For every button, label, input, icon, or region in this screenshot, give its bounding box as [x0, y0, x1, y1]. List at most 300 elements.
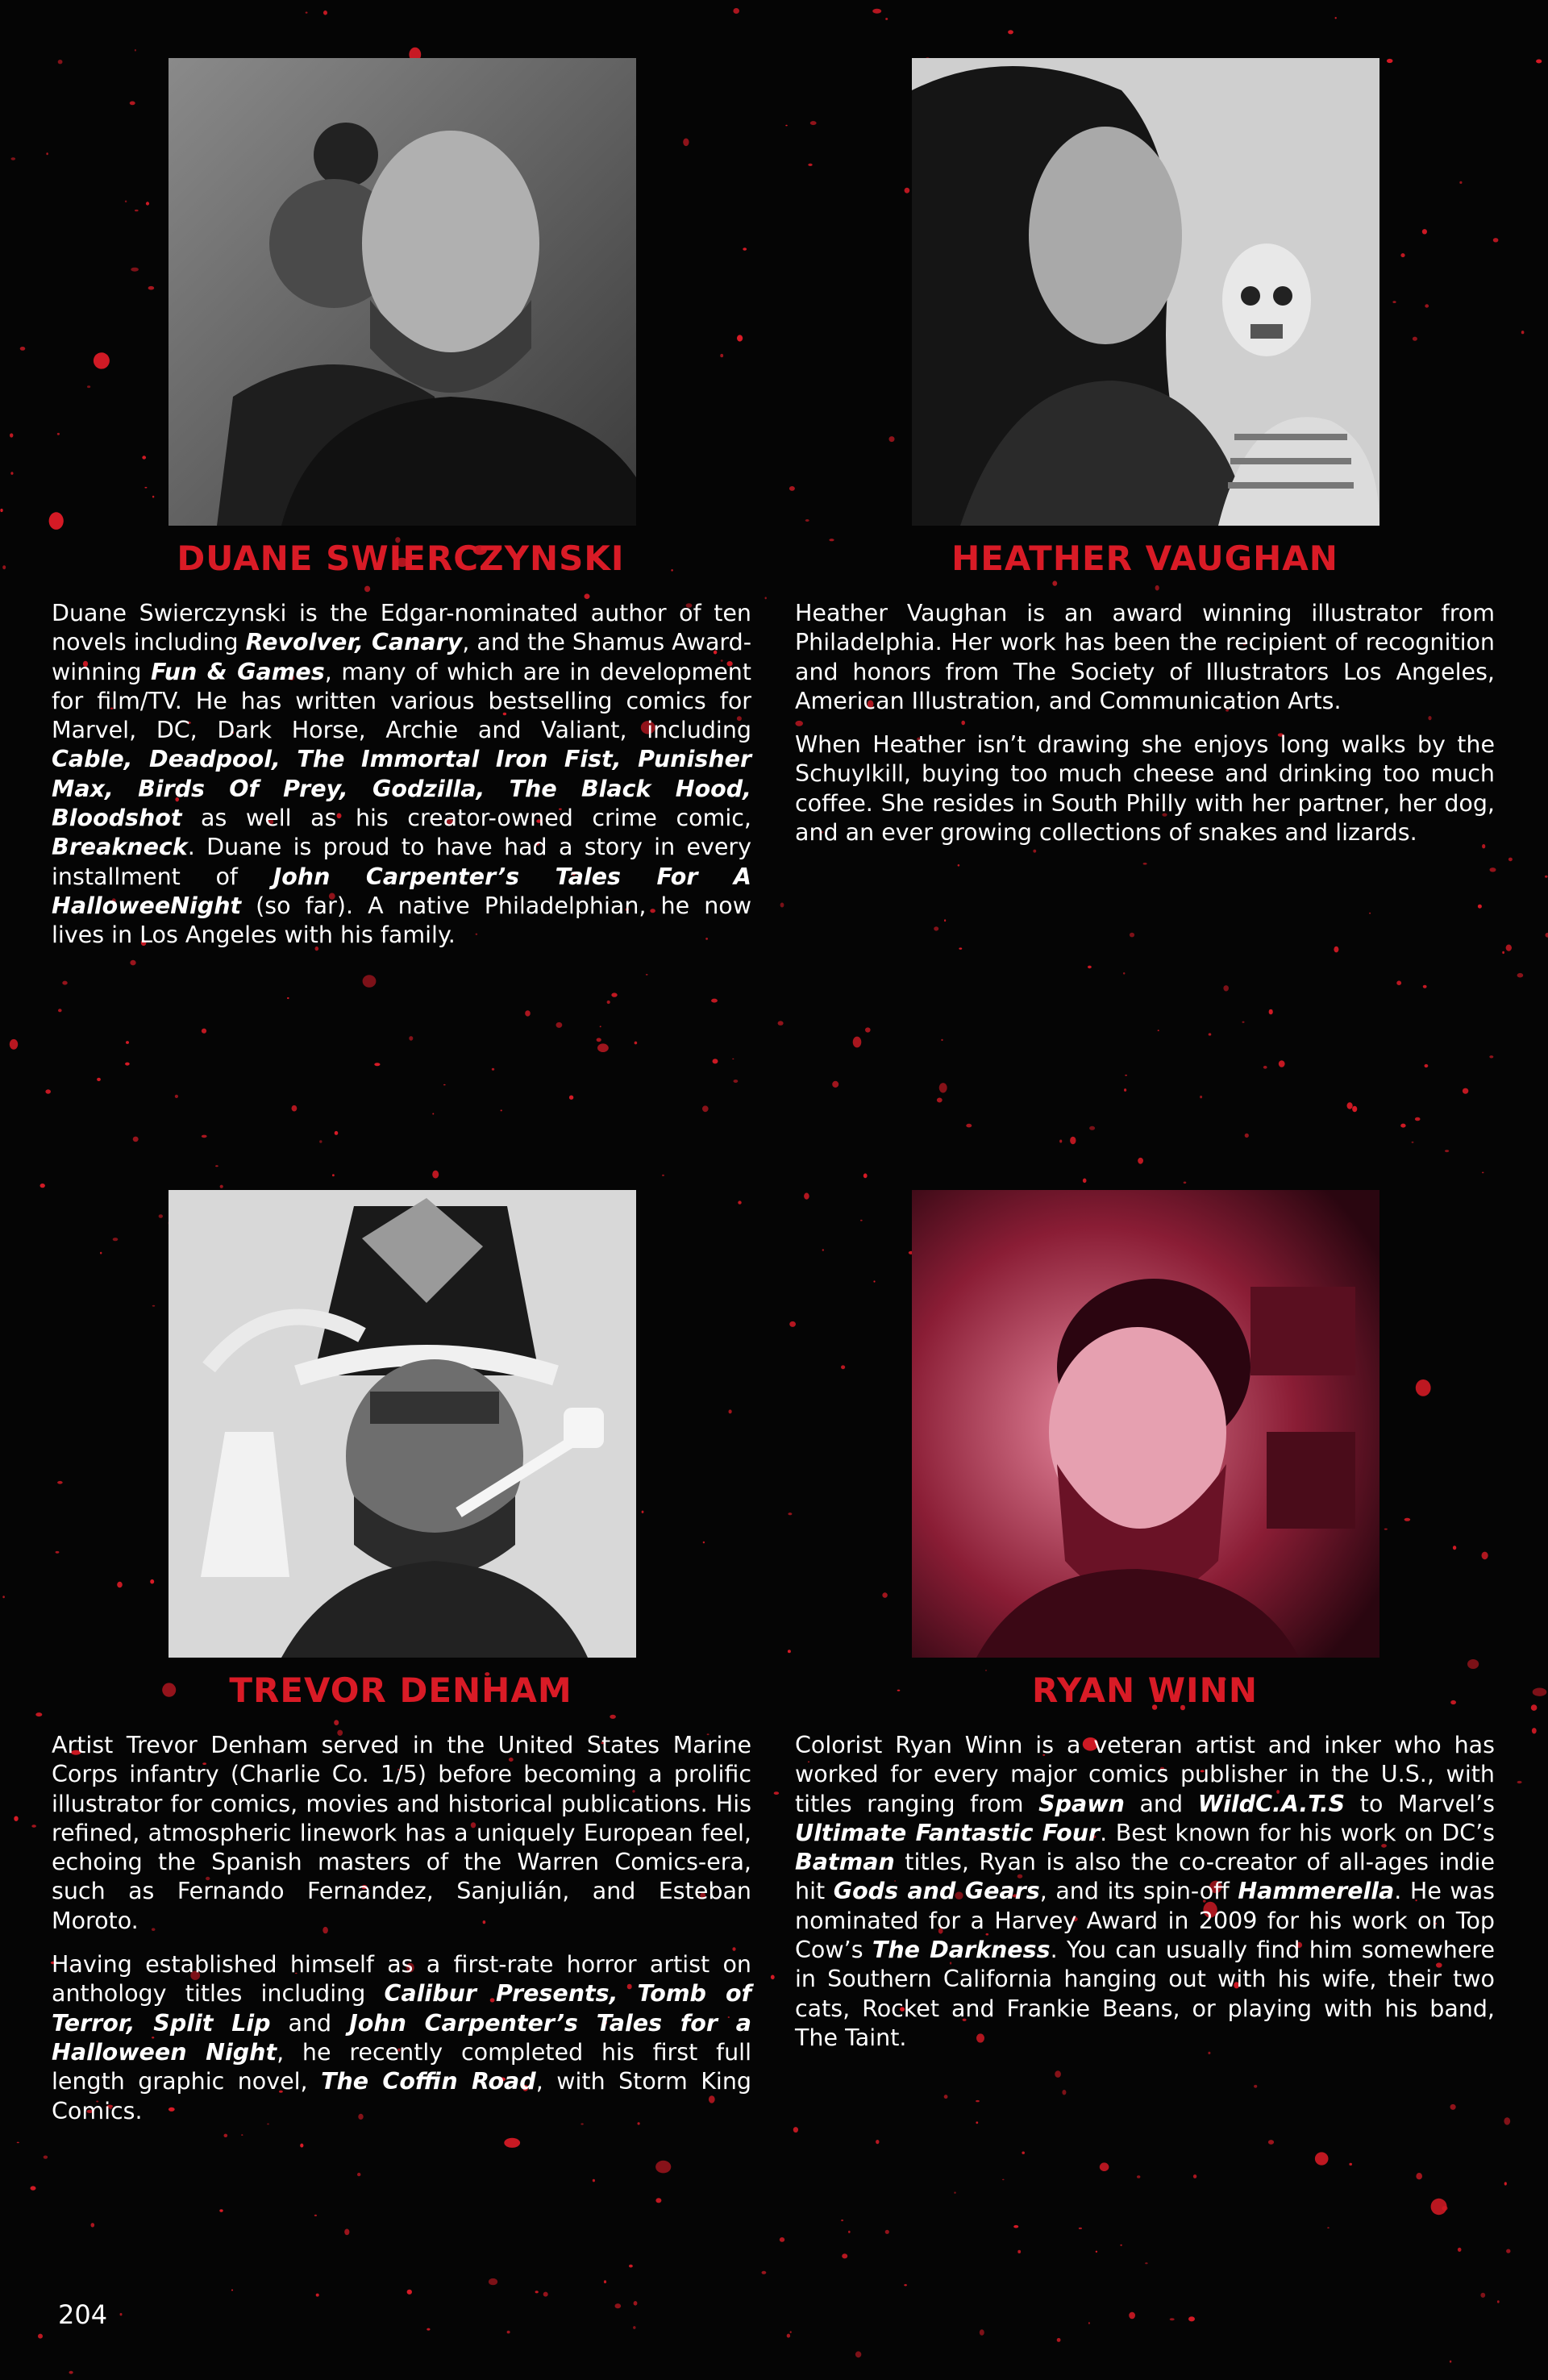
- bio-name: TREVOR DENHAM: [229, 1671, 572, 1710]
- blood-drop: [1387, 59, 1393, 63]
- blood-drop: [1279, 1060, 1285, 1067]
- blood-drop: [1536, 60, 1542, 64]
- bio-title-emphasis: WildC.A.T.S: [1197, 1790, 1346, 1817]
- blood-drop: [1088, 2322, 1090, 2324]
- blood-drop: [56, 1551, 60, 1554]
- blood-drop: [1052, 580, 1057, 585]
- blood-drop: [146, 202, 149, 205]
- blood-drop: [841, 2220, 843, 2221]
- blood-drop: [1083, 1179, 1087, 1184]
- blood-drop: [432, 1171, 439, 1179]
- bio-text-run: , with Storm King Comics.: [52, 2068, 751, 2124]
- blood-drop: [148, 286, 155, 290]
- blood-drop: [944, 2095, 948, 2099]
- blood-drop: [662, 1175, 664, 1176]
- blood-drop: [1445, 1150, 1449, 1152]
- bio-text-run: . Duane is proud to have had a story in every installment of: [52, 834, 751, 890]
- blood-drop: [57, 433, 60, 435]
- blood-drop: [332, 1174, 335, 1176]
- blood-drop: [432, 1113, 434, 1115]
- blood-drop: [44, 2156, 48, 2159]
- blood-drop: [100, 1252, 102, 1254]
- bio-text: [795, 599, 1495, 862]
- blood-drop: [357, 2173, 360, 2176]
- blood-drop: [316, 2294, 319, 2297]
- blood-drop: [805, 519, 809, 522]
- blood-drop: [1193, 2174, 1196, 2178]
- blood-drop: [363, 975, 377, 987]
- blood-drop: [1315, 2152, 1329, 2165]
- blood-drop: [774, 1791, 779, 1795]
- blood-drop: [762, 2271, 767, 2274]
- blood-drop: [58, 1009, 62, 1012]
- blood-drop: [1089, 1126, 1095, 1130]
- bio-text: [52, 1731, 751, 2141]
- blood-drop: [10, 157, 15, 160]
- blood-drop: [94, 352, 110, 368]
- blood-drop: [611, 992, 617, 997]
- blood-drop: [778, 1021, 784, 1026]
- blood-drop: [1062, 2090, 1066, 2095]
- blood-drop: [1504, 2182, 1507, 2185]
- blood-drop: [1482, 1552, 1488, 1560]
- blood-drop: [1008, 30, 1013, 34]
- blood-drop: [1531, 1704, 1538, 1711]
- bio-title-emphasis: Revolver, Canary: [245, 629, 463, 656]
- blood-drop: [58, 60, 63, 64]
- blood-drop: [597, 1038, 601, 1042]
- blood-drop: [152, 496, 154, 498]
- blood-drop: [1079, 2228, 1082, 2229]
- blood-drop: [69, 2371, 73, 2374]
- blood-drop: [1384, 1529, 1388, 1530]
- blood-drop: [1242, 1021, 1245, 1023]
- blood-drop: [1517, 1781, 1522, 1783]
- blood-drop: [150, 1579, 154, 1584]
- blood-drop: [615, 2303, 622, 2308]
- blood-drop: [904, 2284, 907, 2286]
- blood-drop: [45, 1089, 51, 1093]
- blood-drop: [1223, 985, 1229, 991]
- blood-drop: [1467, 1659, 1479, 1669]
- blood-drop: [1497, 2300, 1500, 2303]
- blood-drop: [1490, 868, 1496, 872]
- blood-drop: [319, 1140, 322, 1142]
- blood-drop: [790, 2331, 792, 2333]
- blood-drop: [1415, 1117, 1421, 1121]
- blood-drop: [556, 1022, 563, 1028]
- blood-drop: [1404, 1518, 1411, 1521]
- blood-drop: [808, 164, 812, 166]
- portrait-image: [169, 58, 636, 526]
- blood-drop: [780, 2237, 784, 2242]
- blood-drop: [14, 1816, 18, 1821]
- blood-drop: [1002, 2179, 1005, 2181]
- blood-drop: [585, 593, 590, 599]
- blood-drop: [220, 1185, 223, 1188]
- blood-drop: [703, 1542, 705, 1544]
- blood-drop: [1400, 253, 1404, 257]
- blood-drop: [1100, 2162, 1109, 2171]
- blood-drop: [1521, 331, 1525, 334]
- blood-drop: [1209, 1033, 1212, 1035]
- blood-drop: [31, 1825, 36, 1828]
- blood-drop: [1532, 1728, 1537, 1733]
- blood-drop: [1533, 1688, 1547, 1696]
- blood-drop: [1423, 985, 1427, 988]
- blood-drop: [144, 487, 147, 489]
- photo-duane-swierczynski: [169, 58, 636, 526]
- blood-drop: [976, 2121, 978, 2124]
- bio-text-run: . He was nominated for a Harvey Award in 2009 for his work on Top Cow’s: [795, 1878, 1496, 1964]
- bio-title-emphasis: The Coffin Road: [321, 2068, 536, 2095]
- blood-drop: [873, 1280, 875, 1282]
- photo-trevor-denham: [169, 1190, 636, 1658]
- bio-paragraph: [52, 1731, 751, 1936]
- blood-drop: [1263, 1066, 1267, 1069]
- blood-drop: [1088, 966, 1092, 969]
- blood-drop: [600, 1026, 601, 1027]
- blood-drop: [97, 1078, 101, 1081]
- bio-paragraph: [795, 730, 1495, 847]
- blood-drop: [720, 354, 723, 357]
- bio-title-emphasis: Gods and Gears: [833, 1878, 1040, 1905]
- blood-drop: [17, 2142, 19, 2144]
- blood-drop: [934, 926, 938, 930]
- blood-drop: [57, 1481, 63, 1484]
- bio-text-run: and: [1124, 1790, 1198, 1817]
- blood-drop: [364, 586, 370, 593]
- bio-title-emphasis: Fun & Games: [151, 658, 325, 685]
- blood-drop: [344, 2229, 349, 2236]
- blood-drop: [889, 436, 895, 442]
- blood-drop: [683, 139, 689, 147]
- blood-drop: [876, 2140, 879, 2144]
- blood-drop: [729, 1409, 732, 1413]
- blood-drop: [335, 1131, 339, 1135]
- blood-drop: [49, 512, 64, 530]
- blood-drop: [1502, 951, 1504, 954]
- bio-text-run: as well as his creator-owned crime comic,: [181, 805, 751, 832]
- blood-drop: [1480, 2293, 1485, 2298]
- blood-drop: [1245, 1134, 1249, 1138]
- blood-drop: [10, 1039, 18, 1050]
- blood-drop: [810, 121, 817, 125]
- bio-text-run: . You can usually find him somewhere in Southern California hanging out with his wife, their two cats, Rocket and Frankie Beans, or playing with his band, The Taint.: [795, 1937, 1495, 2051]
- blood-drop: [62, 981, 67, 985]
- blood-drop: [855, 2351, 861, 2357]
- blood-drop: [1412, 1142, 1414, 1143]
- bio-name: DUANE SWIERCZYNSKI: [177, 539, 625, 578]
- blood-drop: [655, 2161, 671, 2174]
- blood-drop: [1335, 17, 1337, 19]
- bio-title-emphasis: Ultimate Fantastic Four: [795, 1819, 1101, 1846]
- bio-text-run: Heather Vaughan is an award winning illustrator from Philadelphia. Her work has been the recipient of recognition and honors from The Society of Illustrators Los Angeles, American Illustration, and Communication Arts.: [795, 600, 1495, 714]
- blood-drop: [130, 102, 135, 106]
- page-number: 204: [58, 2299, 108, 2330]
- blood-drop: [635, 1042, 638, 1045]
- blood-drop: [120, 2313, 123, 2316]
- blood-drop: [543, 2292, 548, 2297]
- blood-drop: [40, 1184, 45, 1188]
- blood-drop: [780, 903, 784, 908]
- blood-drop: [87, 385, 90, 388]
- blood-drop: [1508, 858, 1513, 862]
- blood-drop: [804, 1193, 809, 1200]
- blood-drop: [1517, 973, 1524, 978]
- photo-ryan-winn: [912, 1190, 1379, 1658]
- blood-drop: [1170, 2318, 1175, 2320]
- blood-drop: [711, 999, 718, 1003]
- blood-drop: [1070, 1137, 1076, 1144]
- blood-drop: [655, 2198, 661, 2203]
- blood-drop: [535, 2291, 539, 2293]
- blood-drop: [131, 268, 139, 272]
- blood-drop: [1463, 1088, 1468, 1094]
- blood-drop: [1155, 585, 1159, 591]
- blood-drop: [1254, 2085, 1257, 2088]
- bio-text-run: , many of which are in development for film/TV. He has written various bestselling comics for Marvel, DC, Dark Horse, Archie and Valiant, including: [52, 658, 751, 744]
- blood-drop: [885, 18, 888, 20]
- blood-drop: [91, 2223, 95, 2227]
- blood-drop: [215, 1165, 218, 1167]
- blood-drop: [1458, 2248, 1462, 2252]
- blood-drop: [865, 1027, 871, 1032]
- blood-drop: [1125, 1075, 1127, 1076]
- blood-drop: [980, 2329, 984, 2336]
- blood-drop: [1416, 2173, 1422, 2179]
- blood-drop: [1504, 2117, 1510, 2124]
- blood-drop: [642, 1511, 644, 1513]
- blood-drop: [842, 2253, 847, 2258]
- blood-drop: [734, 1080, 739, 1083]
- blood-drop: [407, 2290, 412, 2295]
- blood-drop: [793, 2127, 798, 2132]
- portrait-image: [169, 1190, 636, 1658]
- blood-drop: [885, 2230, 889, 2234]
- bio-title-emphasis: John Carpenter’s Tales For A HalloweeNight: [52, 863, 751, 919]
- blood-drop: [944, 919, 946, 922]
- blood-drop: [1137, 2175, 1140, 2178]
- blood-drop: [1422, 229, 1427, 234]
- bio-title-emphasis: Cable, Deadpool, The Immortal Iron Fist, Punisher Max, Birds Of Prey, Godzilla, The Black Hood, Bloodshot: [52, 746, 751, 832]
- blood-drop: [1130, 933, 1134, 938]
- portrait-image: [912, 58, 1379, 526]
- blood-drop: [142, 456, 146, 459]
- blood-drop: [1143, 863, 1147, 865]
- blood-drop: [1268, 2140, 1274, 2145]
- bio-title-emphasis: Breakneck: [52, 834, 188, 861]
- blood-drop: [300, 2144, 303, 2148]
- blood-drop: [152, 1305, 155, 1307]
- blood-drop: [941, 1039, 943, 1041]
- blood-drop: [525, 1010, 531, 1016]
- blood-drop: [1489, 1055, 1493, 1058]
- blood-drop: [863, 1173, 868, 1178]
- blood-drop: [489, 2278, 497, 2285]
- blood-drop: [202, 1029, 206, 1034]
- blood-drop: [1059, 1140, 1062, 1143]
- blood-drop: [1453, 1546, 1456, 1550]
- blood-drop: [1347, 1102, 1353, 1109]
- blood-drop: [1392, 301, 1396, 303]
- bio-paragraph: [52, 599, 751, 951]
- blood-drop: [1478, 905, 1482, 909]
- portrait-image: [912, 1190, 1379, 1658]
- blood-drop: [872, 9, 881, 14]
- blood-drop: [35, 1712, 42, 1716]
- blood-drop: [1450, 2104, 1456, 2110]
- blood-drop: [822, 1249, 824, 1250]
- blood-drop: [788, 1512, 792, 1515]
- blood-drop: [1334, 947, 1338, 953]
- blood-drop: [1493, 238, 1499, 242]
- blood-drop: [1269, 1009, 1273, 1015]
- blood-drop: [0, 509, 2, 512]
- bio-text-run: Having established himself as a first-rate horror artist on anthology titles including: [52, 1951, 751, 2008]
- blood-drop: [771, 1975, 775, 1980]
- blood-drop: [501, 1109, 502, 1111]
- bio-title-emphasis: Batman: [795, 1849, 895, 1876]
- bio-title-emphasis: The Darkness: [872, 1937, 1051, 1964]
- blood-drop: [905, 188, 910, 193]
- blood-drop: [738, 1200, 741, 1204]
- bio-text-run: , and its spin-off: [1039, 1878, 1238, 1905]
- blood-drop: [1459, 181, 1462, 184]
- bio-text-run: , and the Shamus Award-winning: [52, 629, 751, 685]
- blood-drop: [785, 125, 787, 127]
- blood-drop: [1413, 337, 1417, 341]
- bio-name: RYAN WINN: [1032, 1671, 1258, 1710]
- bio-text-run: . Best known for his work on DC’s: [1100, 1819, 1495, 1846]
- blood-drop: [306, 12, 308, 14]
- blood-drop: [959, 947, 962, 949]
- blood-drop: [1129, 2312, 1135, 2320]
- blood-drop: [2, 565, 6, 569]
- blood-drop: [1096, 2251, 1097, 2253]
- blood-drop: [787, 2334, 790, 2338]
- blood-drop: [1506, 2249, 1510, 2253]
- blood-drop: [202, 1135, 207, 1138]
- bio-title-emphasis: John Carpenter’s Tales for a Halloween Night: [52, 2009, 751, 2066]
- blood-drop: [292, 1105, 298, 1112]
- blood-drop: [1123, 972, 1125, 975]
- bio-text-run: , he recently completed his first full length graphic novel,: [52, 2038, 752, 2095]
- blood-drop: [323, 10, 327, 15]
- blood-drop: [125, 1063, 130, 1066]
- blood-drop: [860, 1220, 863, 1221]
- blood-drop: [1396, 980, 1401, 985]
- blood-drop: [569, 1096, 573, 1100]
- bio-text-run: (so far). A native Philadelphian, he now lives in Los Angeles with his family.: [52, 892, 751, 949]
- blood-drop: [1022, 2152, 1025, 2154]
- blood-drop: [31, 2186, 36, 2190]
- blood-drop: [607, 1001, 610, 1004]
- blood-drop: [1349, 2163, 1352, 2166]
- blood-drop: [10, 472, 13, 475]
- blood-drop: [848, 2231, 851, 2233]
- blood-drop: [1017, 2250, 1021, 2253]
- blood-drop: [1545, 876, 1548, 878]
- blood-drop: [1425, 1064, 1429, 1067]
- blood-drop: [2, 1596, 5, 1598]
- blood-drop: [958, 864, 960, 867]
- blood-drop: [175, 1095, 178, 1098]
- bio-text: [52, 599, 751, 965]
- blood-drop: [1158, 1030, 1159, 1031]
- blood-drop: [937, 1098, 943, 1103]
- bio-title-emphasis: Spawn: [1038, 1790, 1125, 1817]
- blood-drop: [789, 486, 795, 491]
- blood-drop: [427, 2328, 430, 2331]
- blood-drop: [507, 2331, 510, 2334]
- blood-drop: [976, 2100, 980, 2102]
- bio-text-run: Duane Swierczynski is the Edgar-nominated author of ten novels including: [52, 600, 751, 656]
- blood-drop: [135, 210, 139, 211]
- blood-drop: [314, 2215, 317, 2216]
- bio-title-emphasis: Calibur Presents, Tomb of Terror, Split Lip: [52, 1980, 751, 2037]
- blood-drop: [443, 1084, 446, 1086]
- blood-drop: [841, 1365, 845, 1369]
- blood-drop: [10, 433, 13, 437]
- blood-drop: [1013, 2225, 1018, 2228]
- blood-drop: [1450, 2361, 1451, 2363]
- bio-text-run: to Marvel’s: [1345, 1790, 1495, 1817]
- blood-drop: [133, 1137, 139, 1142]
- blood-drop: [789, 1321, 796, 1327]
- blood-drop: [492, 1068, 494, 1071]
- bio-title-emphasis: Hammerella: [1238, 1878, 1395, 1905]
- blood-drop: [231, 2290, 233, 2291]
- blood-drop: [853, 1037, 862, 1048]
- blood-drop: [1546, 933, 1548, 938]
- photo-heather-vaughan: [912, 58, 1379, 526]
- blood-drop: [1400, 1124, 1405, 1128]
- bio-paragraph: [795, 1731, 1495, 2053]
- bio-name: HEATHER VAUGHAN: [951, 539, 1338, 578]
- blood-drop: [939, 1083, 947, 1092]
- blood-drop: [832, 1081, 838, 1088]
- bio-text-run: titles, Ryan is also the co-creator of all-ages indie hit: [795, 1849, 1495, 1905]
- blood-drop: [788, 1650, 791, 1653]
- bio-paragraph: [795, 599, 1495, 716]
- blood-drop: [1482, 1172, 1484, 1174]
- blood-drop: [954, 2192, 955, 2194]
- blood-drop: [126, 1041, 129, 1044]
- blood-drop: [1431, 2199, 1447, 2215]
- blood-drop: [374, 1063, 380, 1066]
- blood-drop: [604, 2280, 606, 2283]
- blood-drop: [409, 1036, 413, 1041]
- bio-paragraph: [52, 1950, 751, 2126]
- blood-drop: [125, 201, 127, 203]
- blood-drop: [113, 1238, 119, 1241]
- blood-drop: [1138, 1158, 1143, 1164]
- bio-text-run: and: [270, 2009, 350, 2037]
- blood-drop: [46, 152, 48, 155]
- blood-drop: [38, 2334, 43, 2339]
- blood-drop: [593, 2179, 595, 2182]
- blood-drop: [219, 2209, 223, 2211]
- blood-drop: [1124, 1088, 1126, 1092]
- blood-drop: [737, 335, 743, 341]
- blood-drop: [1057, 2338, 1061, 2342]
- blood-drop: [713, 1059, 718, 1063]
- blood-drop: [646, 974, 648, 976]
- blood-drop: [1416, 1379, 1431, 1396]
- blood-drop: [765, 597, 767, 599]
- blood-drop: [1327, 2227, 1330, 2228]
